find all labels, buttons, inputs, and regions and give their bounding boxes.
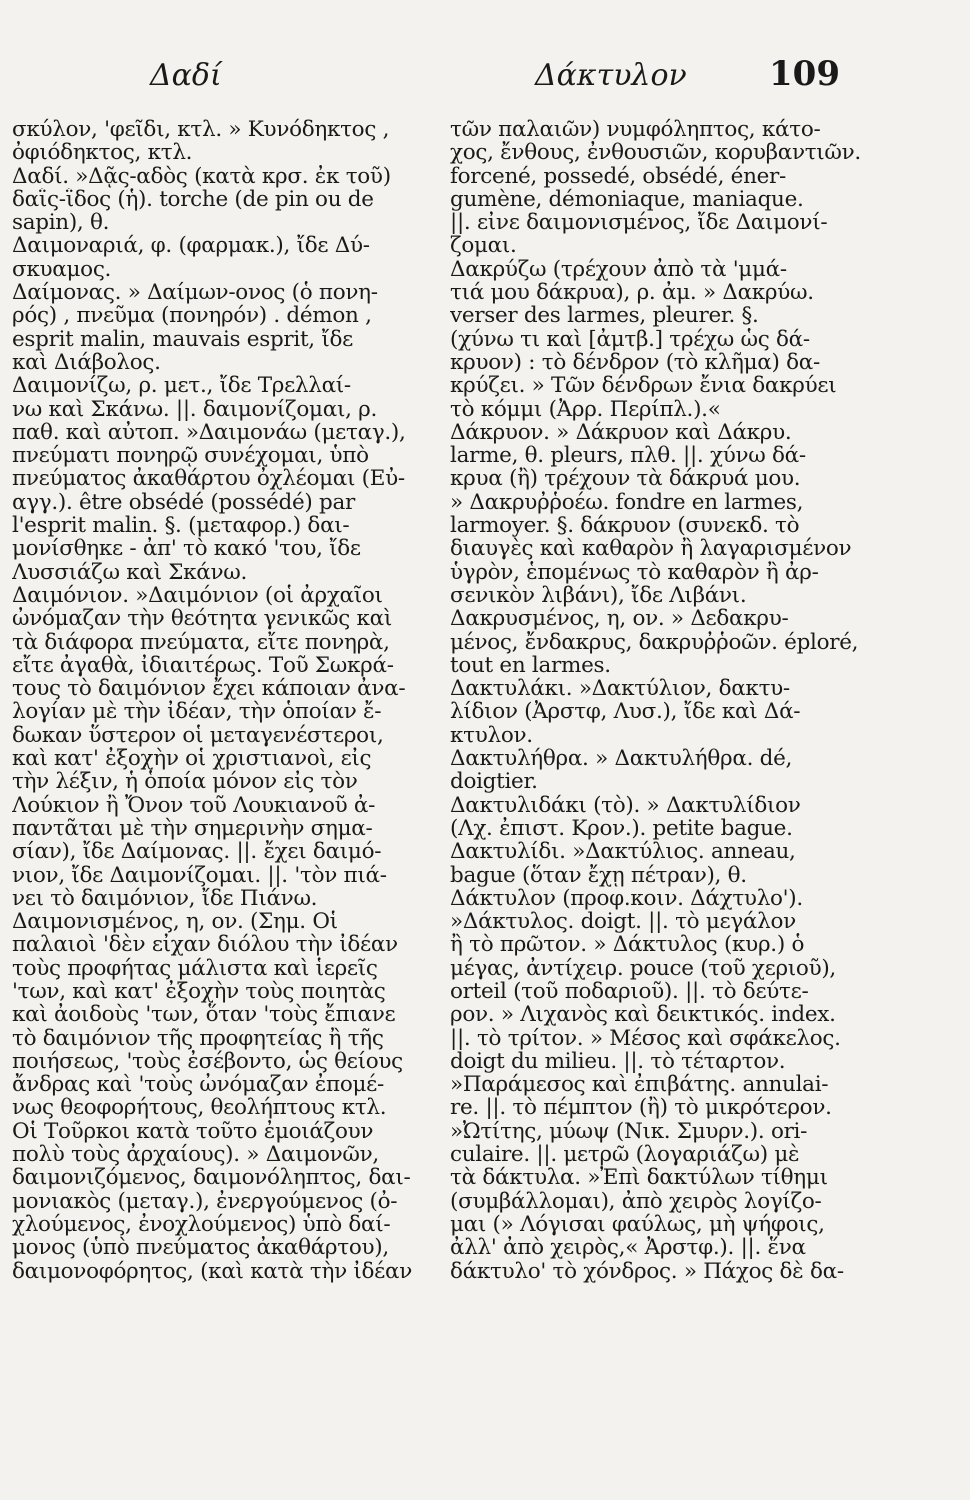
text-line: μέγας, ἀντίχειρ. pouce (τοῦ χεριοῦ), — [450, 956, 836, 980]
text-line: νιον, ἴδε Δαιμονίζομαι. ||. 'τὸν πιά- — [12, 863, 387, 887]
text-line: ρον. » Λιχανὸς καὶ δεικτικός. index. — [450, 1003, 836, 1027]
text-line: »Παράμεσος καὶ ἐπιβάτης. annulai- — [450, 1073, 829, 1097]
page-header — [150, 52, 840, 102]
text-line: bague (ὅταν ἔχῃ πέτραν), θ. — [450, 863, 747, 887]
text-line: Δαίμονας. » Δαίμων-ονος (ὁ πονη- — [12, 281, 378, 305]
text-line: ἄνδρας καὶ 'τοὺς ὠνόμαζαν ἐπομέ- — [12, 1073, 384, 1097]
text-line: καὶ κατ' ἐξοχὴν οἱ χριστιανοὶ, εἰς — [12, 747, 372, 771]
text-line: doigtier. — [450, 770, 538, 794]
text-line: νως θεοφορήτους, θεολήπτους κτλ. — [12, 1096, 387, 1120]
text-line: Δάκρυον. » Δάκρυον καὶ Δάκρυ. — [450, 420, 792, 445]
text-line: ρός) , πνεῦμα (πονηρόν) . démon , — [12, 304, 372, 328]
text-line: πολὺ τοὺς ἀρχαίους). » Δαιμονῶν, — [12, 1143, 379, 1167]
text-line: παλαιοὶ 'δὲν εἶχαν διόλου τὴν ἰδέαν — [12, 933, 398, 957]
text-line: re. ||. τὸ πέμπτον (ἢ) τὸ μικρότερον. — [450, 1096, 832, 1120]
text-line: (Λχ. ἐπιστ. Κρον.). petite bague. — [450, 816, 793, 841]
text-line: Δάκτυλον (προφ.κοιν. Δάχτυλο'). — [450, 886, 803, 911]
text-line: κρυα (ἢ) τρέχουν τὰ δάκρυά μου. — [450, 467, 801, 491]
text-line: (χύνω τι καὶ [ἀμτβ.] τρέχω ὡς δά- — [450, 327, 810, 351]
text-line: μένος, ἔνδακρυς, δακρυῤῥοῶν. éploré, — [450, 630, 859, 654]
text-line: τὰ δάκτυλα. »Ἐπὶ δακτύλων τίθημι — [450, 1166, 828, 1190]
text-line: ὠνόμαζαν τὴν θεότητα γενικῶς καὶ — [12, 607, 392, 631]
text-line: verser des larmes, pleurer. §. — [450, 304, 759, 328]
text-line: τοὺς προφήτας μάλιστα καὶ ἱερεῖς — [12, 956, 378, 980]
text-line: νω καὶ Σκάνω. ||. δαιμονίζομαι, ρ. — [12, 397, 378, 421]
text-line: μαι (» Λόγισαι φαύλως, μὴ ψήφοις, — [450, 1212, 825, 1237]
text-line: ||. τὸ τρίτον. » Μέσος καὶ σφάκελος. — [450, 1026, 841, 1050]
text-line: δαιμονιζόμενος, δαιμονόληπτος, δαι- — [12, 1166, 411, 1190]
text-line: διαυγὲς καὶ καθαρὸν ἢ λαγαρισμένον — [450, 537, 852, 561]
text-line: κτυλον. — [450, 723, 533, 748]
text-line: χος, ἔνθους, ἐνθουσιῶν, κορυβαντιῶν. — [450, 141, 861, 165]
text-line: » Δακρυῤῥοέω. fondre en larmes, — [450, 490, 804, 515]
text-line: ὑγρὸν, ἑπομένως τὸ καθαρὸν ἢ ἀρ- — [450, 560, 819, 584]
text-line: Δαιμόνιον. »Δαιμόνιον (οἱ ἀρχαῖοι — [12, 583, 383, 608]
text-line: forcené, possedé, obsédé, éner- — [450, 164, 786, 188]
text-line: τὸ δαιμόνιον τῆς προφητείας ἢ τῆς — [12, 1026, 384, 1050]
text-line: εἴτε ἀγαθὰ, ἰδιαιτέρως. Τοῦ Σωκρά- — [12, 653, 394, 678]
text-line: Δακτυλάκι. »Δακτύλιον, δακτυ- — [450, 677, 790, 701]
text-line: (συμβάλλομαι), ἀπὸ χειρὸς λογίζο- — [450, 1189, 822, 1213]
text-line: παντᾶται μὲ τὴν σημερινὴν σημα- — [12, 816, 373, 841]
text-line: μονος (ὑπὸ πνεύματος ἀκαθάρτου), — [12, 1236, 389, 1260]
text-line: δωκαν ὕστερον οἱ μεταγενέστεροι, — [12, 723, 384, 748]
text-line: ποιήσεως, 'τοὺς ἐσέβοντο, ὡς θείους — [12, 1049, 403, 1074]
text-line: τὴν λέξιν, ἡ ὁποία μόνον εἰς τὸν — [12, 770, 358, 794]
text-line: δαΐς-ΐδος (ἡ). torche (de pin ou de — [12, 187, 374, 212]
right-column — [450, 118, 868, 1478]
text-line: χλούμενος, ἐνοχλούμενος) ὑπὸ δαί- — [12, 1212, 391, 1237]
text-line: καὶ Διάβολος. — [12, 350, 161, 375]
text-line: Δακτυλήθρα. » Δακτυλήθρα. dé, — [450, 747, 793, 771]
text-line: tout en larmes. — [450, 653, 611, 678]
text-line: μονιακὸς (μεταγ.), ἐνεργούμενος (ὀ- — [12, 1189, 398, 1213]
text-line: δαιμονοφόρητος, (καὶ κατὰ τὴν ἰδέαν — [12, 1259, 412, 1283]
text-line: 'των, καὶ κατ' ἐξοχὴν τοὺς ποιητὰς — [12, 979, 386, 1004]
text-line: sapin), θ. — [12, 211, 110, 235]
text-line: λίδιον (Ἀρστφ, Λυσ.), ἴδε καὶ Δά- — [450, 700, 801, 724]
text-line: gumène, démoniaque, maniaque. — [450, 187, 804, 212]
text-line: Δακρύζω (τρέχουν ἀπὸ τὰ 'μμά- — [450, 257, 787, 282]
text-line: larmoyer. §. δάκρυον (συνεκδ. τὸ — [450, 514, 800, 538]
text-line: σενικὸν λιβάνι), ἴδε Λιβάνι. — [450, 583, 747, 608]
text-line: Οἱ Τοῦρκοι κατὰ τοῦτο ἐμοιάζουν — [12, 1119, 374, 1144]
text-line: Δακτυλίδι. »Δακτύλιος. anneau, — [450, 840, 796, 864]
text-line: ἀλλ' ἀπὸ χειρὸς,« Ἀρστφ.). ||. ἕνα — [450, 1236, 806, 1260]
text-line: τὰ διάφορα πνεύματα, εἴτε πονηρὰ, — [12, 630, 390, 654]
text-line: Λούκιον ἢ Ὄνον τοῦ Λουκιανοῦ ἀ- — [12, 793, 376, 817]
text-line: καὶ ἀοιδοὺς 'των, ὅταν 'τοὺς ἔπιανε — [12, 1003, 396, 1027]
text-line: τῶν παλαιῶν) νυμφόληπτος, κάτο- — [450, 118, 821, 142]
text-line: culaire. ||. μετρῶ (λογαριάζω) μὲ — [450, 1143, 800, 1167]
text-line: πνεύματος ἀκαθάρτου ὀχλέομαι (Εὐ- — [12, 467, 405, 491]
text-line: κρύζει. » Τῶν δένδρων ἔνια δακρύει — [450, 374, 837, 398]
text-line: ἢ τὸ πρῶτον. » Δάκτυλος (κυρ.) ὁ — [450, 933, 805, 957]
text-line: νει τὸ δαιμόνιον, ἴδε Πιάνω. — [12, 886, 318, 911]
text-line: παθ. καὶ αὐτοπ. »Δαιμονάω (μεταγ.), — [12, 420, 406, 445]
text-line: Δαιμονισμένος, η, ον. (Σημ. Οἱ — [12, 910, 338, 934]
text-line: l'esprit malin. §. (μεταφορ.) δαι- — [12, 514, 350, 538]
text-line: Δακτυλιδάκι (τὸ). » Δακτυλίδιον — [450, 793, 801, 817]
text-line: Δαιμονίζω, ρ. μετ., ἴδε Τρελλαί- — [12, 374, 351, 398]
text-line: σκύλον, 'φεῖδι, κτλ. » Κυνόδηκτος , — [12, 118, 390, 142]
text-line: τους τὸ δαιμόνιον ἔχει κάποιαν ἀνα- — [12, 677, 406, 701]
text-line: πνεύματι πονηρῷ συνέχομαι, ὑπὸ — [12, 444, 369, 468]
text-line: μονίσθηκε - ἀπ' τὸ κακό 'του, ἴδε — [12, 537, 361, 561]
text-line: ||. εἶνε δαιμονισμένος, ἴδε Δαιμονί- — [450, 211, 828, 235]
text-line: ζομαι. — [450, 234, 517, 258]
text-line: esprit malin, mauvais esprit, ἴδε — [12, 327, 353, 351]
text-line: »Δάκτυλος. doigt. ||. τὸ μεγάλον — [450, 910, 796, 934]
text-line: τιά μου δάκρυα), ρ. ἀμ. » Δακρύω. — [450, 281, 814, 305]
text-line: Δαιμοναριά, φ. (φαρμακ.), ἴδε Δύ- — [12, 234, 370, 258]
text-line: Λυσσιάζω καὶ Σκάνω. — [12, 560, 248, 584]
text-line: τὸ κόμμι (Ἀρρ. Περίπλ.).« — [450, 397, 721, 421]
text-line: δάκτυλο' τὸ χόνδρος. » Πάχος δὲ δα- — [450, 1259, 844, 1283]
text-line: larme, θ. pleurs, πλθ. ||. χύνω δά- — [450, 444, 806, 468]
text-line: »Ὠτίτης, μύωψ (Νικ. Σμυρν.). ori- — [450, 1119, 808, 1144]
text-line: κρυον) : τὸ δένδρον (τὸ κλῆμα) δα- — [450, 350, 820, 375]
text-line: orteil (τοῦ ποδαριοῦ). ||. τὸ δεύτε- — [450, 979, 809, 1004]
left-column — [12, 118, 430, 1478]
text-line: doigt du milieu. ||. τὸ τέταρτον. — [450, 1049, 786, 1074]
text-line: σίαν), ἴδε Δαίμονας. ||. ἔχει δαιμό- — [12, 840, 382, 864]
text-line: ὀφιόδηκτος, κτλ. — [12, 141, 193, 165]
text-line: λογίαν μὲ τὴν ἰδέαν, τὴν ὁποίαν ἔ- — [12, 700, 382, 724]
guide-word-right: Δάκτυλον — [535, 58, 687, 93]
text-line: αγγ.). être obsédé (possédé) par — [12, 490, 355, 515]
guide-word-left: Δαδί — [150, 58, 222, 93]
text-line: Δακρυσμένος, η, ον. » Δεδακρυ- — [450, 607, 789, 631]
text-line: σκυαμος. — [12, 257, 112, 282]
text-line: Δαδί. »Δᾷς-αδὸς (κατὰ κρσ. ἐκ τοῦ) — [12, 164, 391, 188]
page-number: 109 — [769, 54, 840, 94]
